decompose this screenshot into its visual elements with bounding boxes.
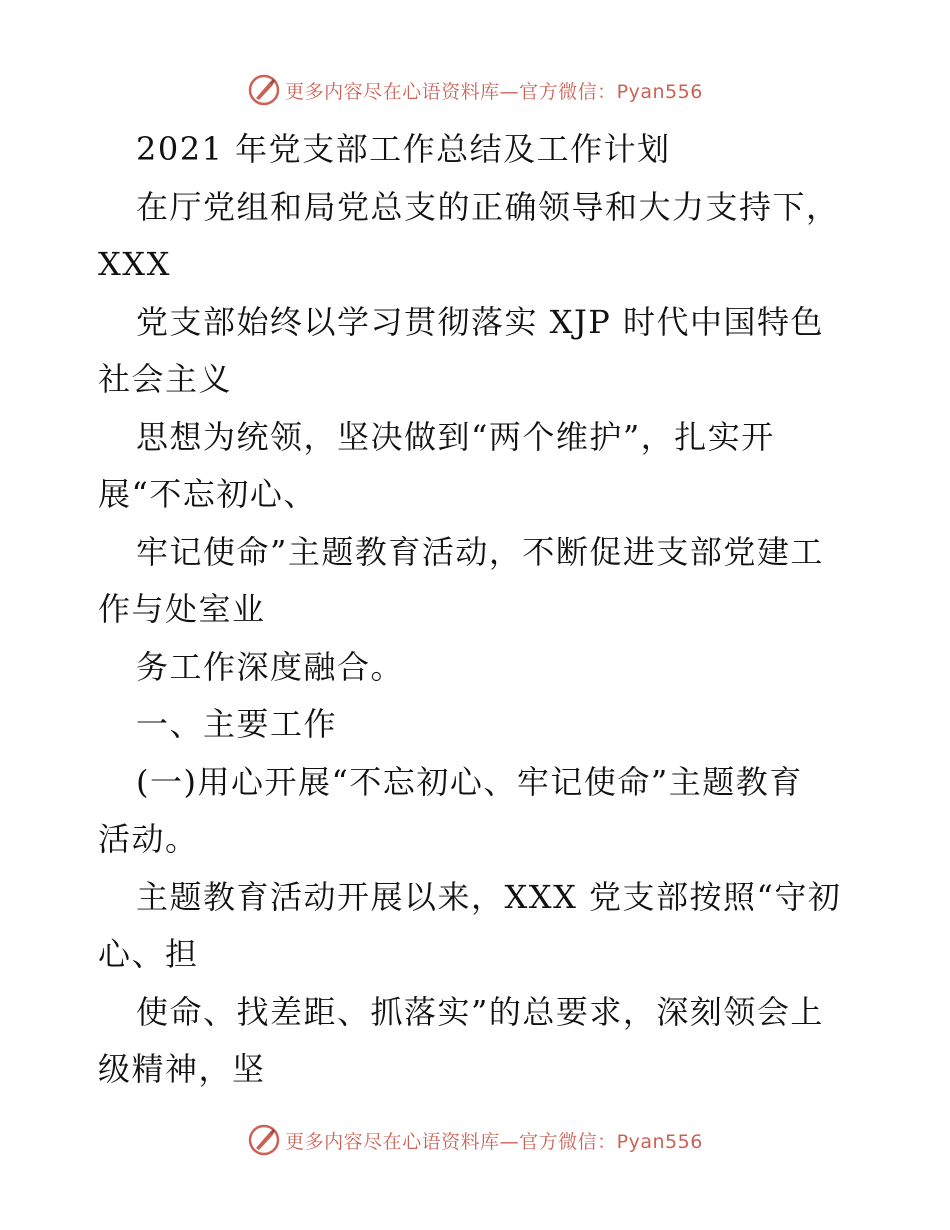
text-line: 牢记使命”主题教育活动，不断促进支部党建工 xyxy=(136,532,824,571)
text-line: 作与处室业 xyxy=(98,590,266,628)
text-line: 使命、找差距、抓落实”的总要求，深刻领会上 xyxy=(136,992,824,1031)
text-line: 社会主义 xyxy=(98,360,233,398)
pen-nib-seal-icon xyxy=(247,73,281,107)
text-line: XXX xyxy=(98,245,171,283)
section-heading: 一、主要工作 xyxy=(136,705,338,743)
header-banner xyxy=(0,70,950,110)
pen-nib-seal-icon xyxy=(247,1123,281,1157)
text-line: 在厅党组和局党总支的正确领导和大力支持下， xyxy=(136,187,840,226)
text-line: 务工作深度融合。 xyxy=(136,647,405,686)
subsection-heading: (一)用心开展“不忘初心、牢记使命”主题教育 xyxy=(136,762,803,801)
document-title: 2021 年党支部工作总结及工作计划 xyxy=(136,130,671,168)
text-line: 党支部始终以学习贯彻落实 XJP 时代中国特色 xyxy=(136,302,824,341)
text-line: 展“不忘初心、 xyxy=(98,475,317,513)
text-line: 主题教育活动开展以来，XXX 党支部按照“守初 xyxy=(136,877,842,916)
banner-text: 更多内容尽在心语资料库—官方微信：Pyan556 xyxy=(285,1130,703,1153)
text-line: 思想为统领，坚决做到“两个维护”，扎实开 xyxy=(136,417,775,456)
text-line: 级精神，坚 xyxy=(98,1050,266,1088)
banner-text: 更多内容尽在心语资料库—官方微信：Pyan556 xyxy=(285,80,703,103)
text-line: 活动。 xyxy=(98,820,199,858)
document-body xyxy=(98,121,858,1099)
text-line: 心、担 xyxy=(98,935,199,973)
footer-banner xyxy=(0,1120,950,1160)
